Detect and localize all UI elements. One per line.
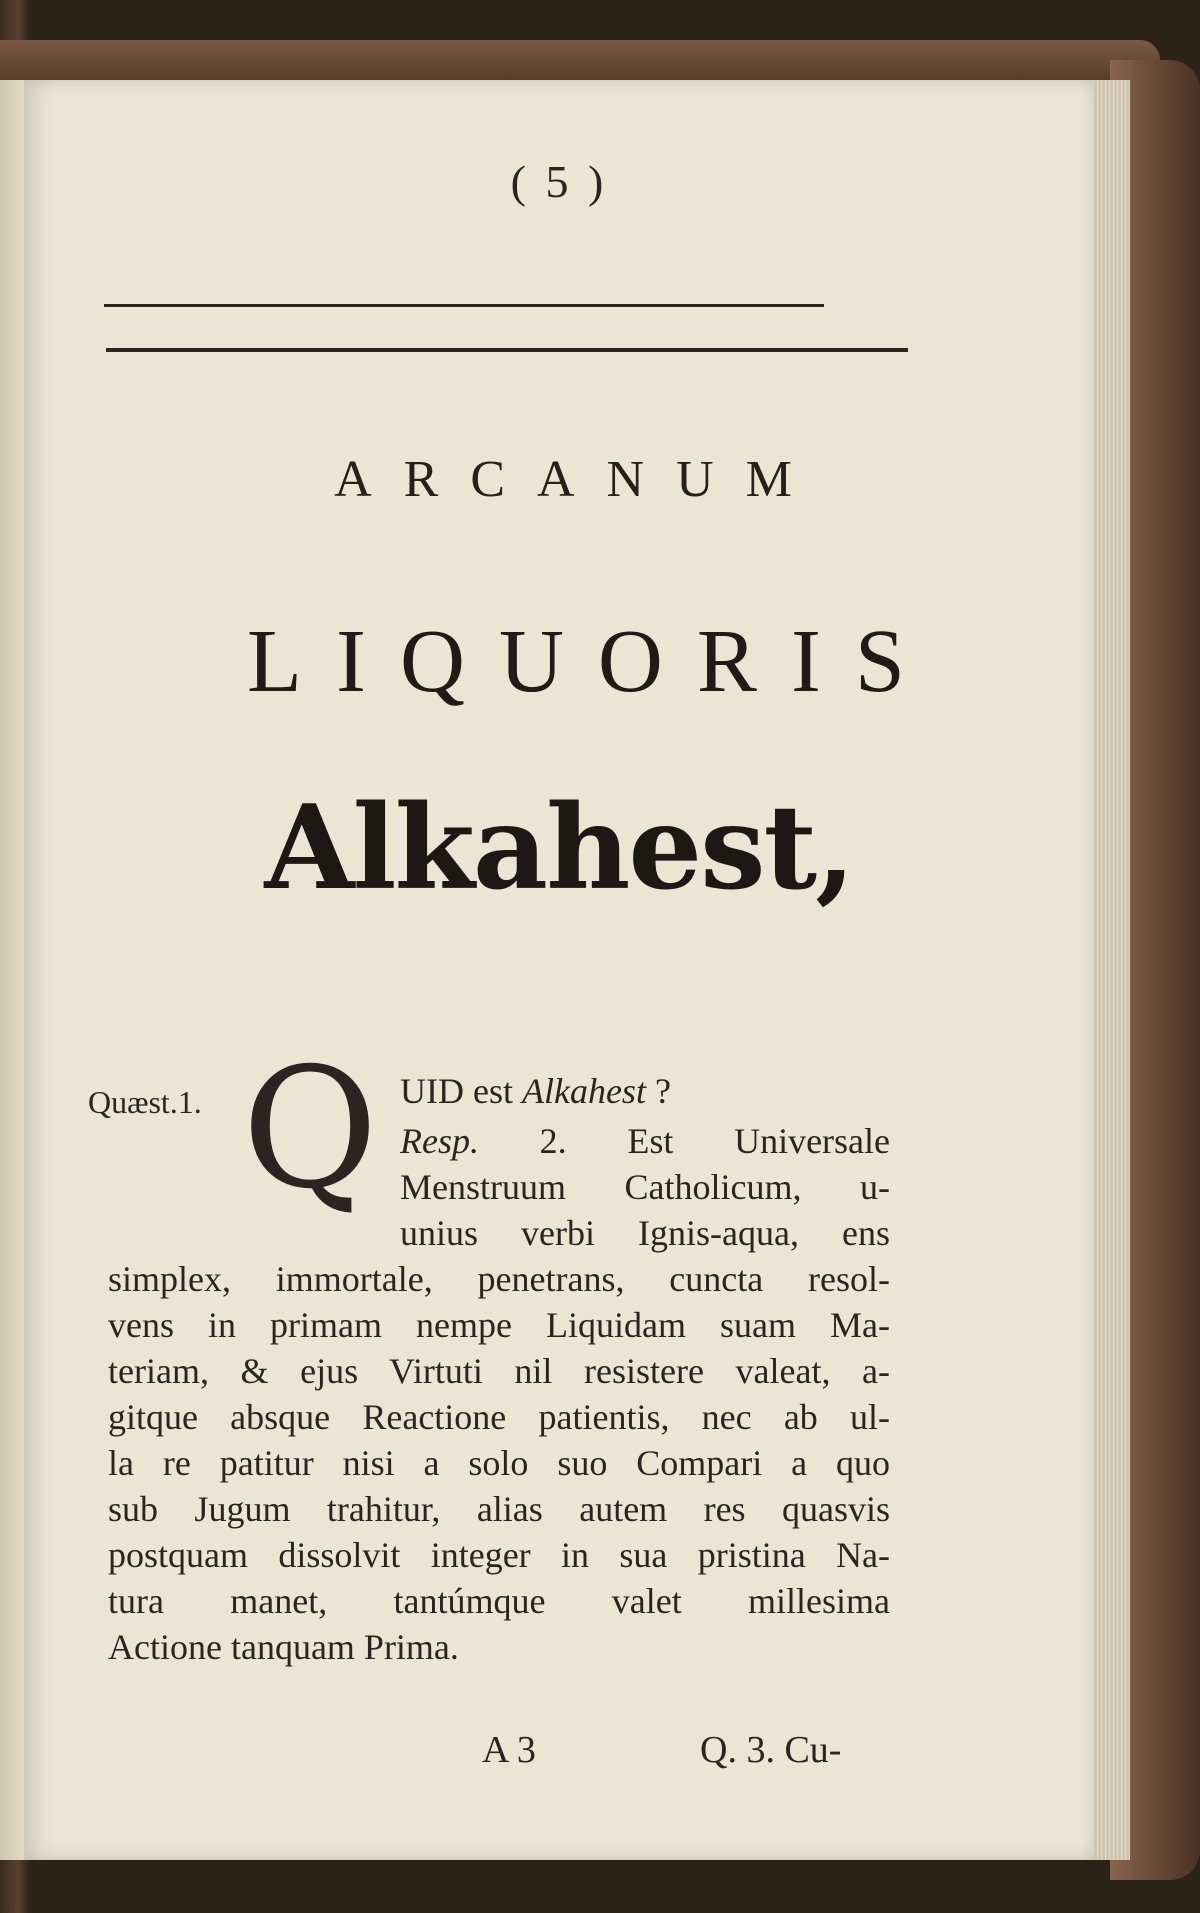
signature-mark: A 3 xyxy=(482,1729,536,1771)
book-page xyxy=(24,80,1094,1860)
answer-line-3: unius verbi Ignis-aqua, ens xyxy=(400,1213,890,1253)
question-text: UID est xyxy=(400,1071,522,1111)
body-line: postquam dissolvit integer in sua pristina Na- xyxy=(108,1535,890,1575)
catchword: Q. 3. Cu- xyxy=(700,1729,842,1771)
answer-line-2: Menstruum Catholicum, u- xyxy=(400,1167,890,1207)
title-liquoris: LIQUORIS xyxy=(247,612,939,711)
drop-cap: Q xyxy=(241,1033,379,1226)
question-italic: Alkahest xyxy=(521,1071,646,1111)
header-rule-bottom xyxy=(106,348,908,352)
body-line: simplex, immortale, penetrans, cuncta resol- xyxy=(108,1259,890,1299)
body-line: vens in primam nempe Liquidam suam Ma- xyxy=(108,1305,890,1345)
page-number: ( 5 ) xyxy=(510,156,608,207)
body-line: teriam, & ejus Virtuti nil resistere valeat, a- xyxy=(108,1351,890,1391)
question-mark: ? xyxy=(645,1071,671,1111)
title-alkahest: Alkahest, xyxy=(264,780,854,916)
question-label: Quæst.1. xyxy=(88,1084,202,1120)
question-line xyxy=(400,1070,671,1112)
answer-line-1 xyxy=(400,1120,890,1162)
body-line: sub Jugum trahitur, alias autem res quasvis xyxy=(108,1489,890,1529)
answer-line-1-text: 2. Est Universale xyxy=(478,1121,890,1161)
body-line: tura manet, tantúmque valet millesima xyxy=(108,1581,890,1621)
left-page-edge xyxy=(0,80,26,1860)
page-edges xyxy=(1090,80,1130,1860)
body-line-last: Actione tanquam Prima. xyxy=(108,1627,459,1667)
body-line: gitque absque Reactione patientis, nec ab ul- xyxy=(108,1397,890,1437)
title-arcanum: ARCANUM xyxy=(334,451,824,508)
response-label: Resp. xyxy=(400,1121,479,1161)
header-rule-top xyxy=(104,304,824,307)
body-line: la re patitur nisi a solo suo Compari a quo xyxy=(108,1443,890,1483)
